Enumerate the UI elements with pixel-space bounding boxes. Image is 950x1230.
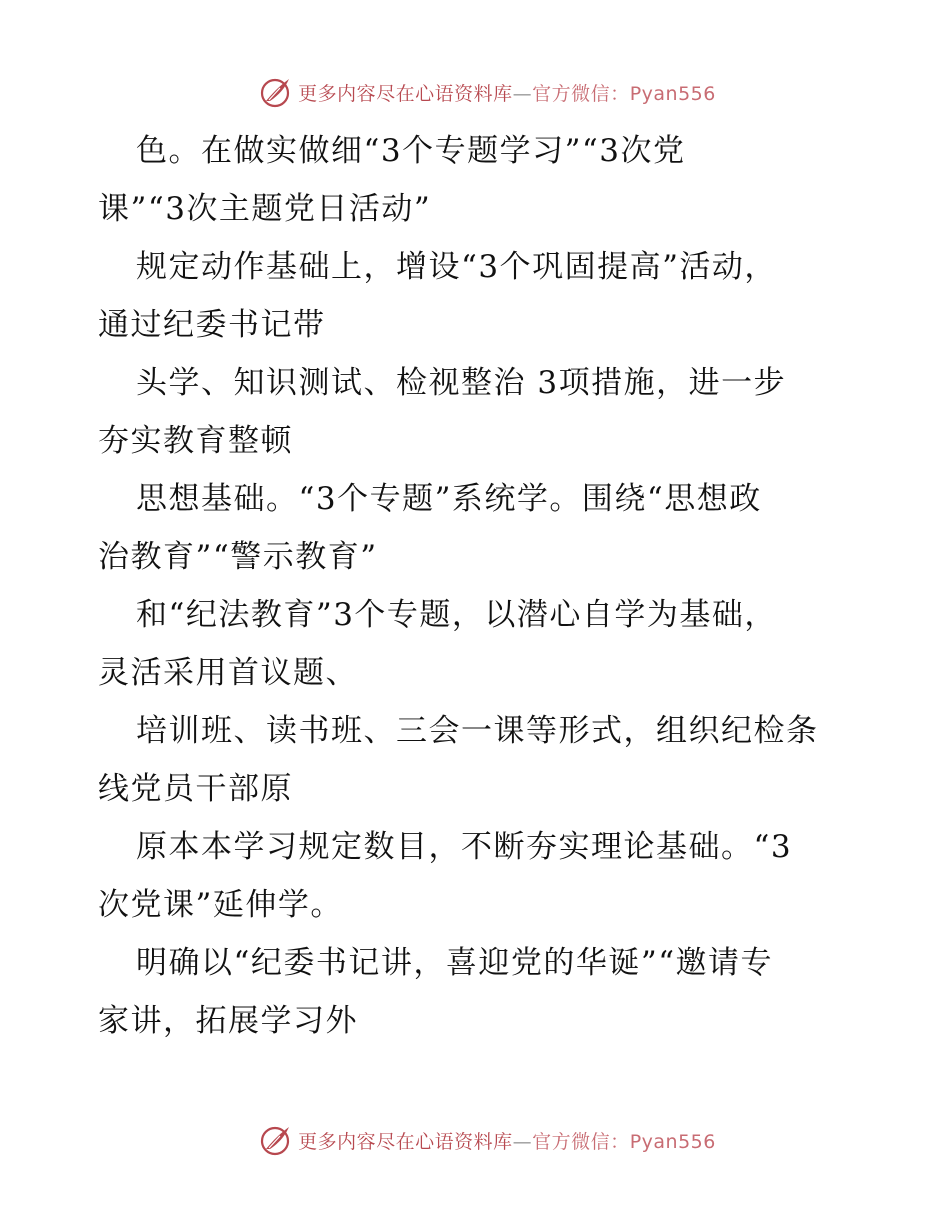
watermark-group: [258, 1122, 716, 1158]
text-line: 头学、知识测试、检视整治 3项措施，进一步: [136, 365, 787, 401]
text-line: 夯实教育整顿: [98, 423, 293, 459]
watermark-brand: 更多内容尽在心语资料库: [298, 1130, 513, 1153]
text-line: 色。在做实做细“3个专题学习”“3次党: [136, 133, 686, 169]
text-line: 和“纪法教育”3个专题，以潜心自学为基础，: [136, 597, 777, 633]
text-line: 培训班、读书班、三会一课等形式，组织纪检条: [136, 713, 819, 749]
watermark-wechat-label: 官方微信：: [532, 82, 630, 105]
header-watermark: [0, 72, 950, 112]
text-line: 次党课”延伸学。: [98, 887, 343, 923]
text-line: 治教育”“警示教育”: [98, 539, 378, 575]
text-line: 规定动作基础上，增设“3个巩固提高”活动，: [136, 249, 777, 285]
watermark-group: [258, 74, 716, 110]
watermark-text: [298, 1127, 716, 1154]
text-line: 通过纪委书记带: [98, 307, 326, 343]
text-line: 课”“3次主题党日活动”: [98, 191, 432, 227]
watermark-wechat-label: 官方微信：: [532, 1130, 630, 1153]
quill-logo-icon: [258, 74, 294, 110]
watermark-text: [298, 79, 716, 106]
text-line: 灵活采用首议题、: [98, 655, 358, 691]
text-line: 明确以“纪委书记讲，喜迎党的华诞”“邀请专: [136, 945, 774, 981]
document-body: [98, 122, 868, 1050]
quill-logo-icon: [258, 1122, 294, 1158]
watermark-wechat-id: Pyan556: [629, 82, 716, 105]
text-line: 原本本学习规定数目，不断夯实理论基础。“3: [136, 829, 793, 865]
text-line: 思想基础。“3个专题”系统学。围绕“思想政: [136, 481, 762, 517]
watermark-brand: 更多内容尽在心语资料库: [298, 82, 513, 105]
text-line: 家讲，拓展学习外: [98, 1003, 358, 1039]
watermark-separator: —: [512, 82, 533, 105]
watermark-wechat-id: Pyan556: [629, 1130, 716, 1153]
watermark-separator: —: [512, 1130, 533, 1153]
text-line: 线党员干部原: [98, 771, 293, 807]
footer-watermark: [0, 1120, 950, 1160]
